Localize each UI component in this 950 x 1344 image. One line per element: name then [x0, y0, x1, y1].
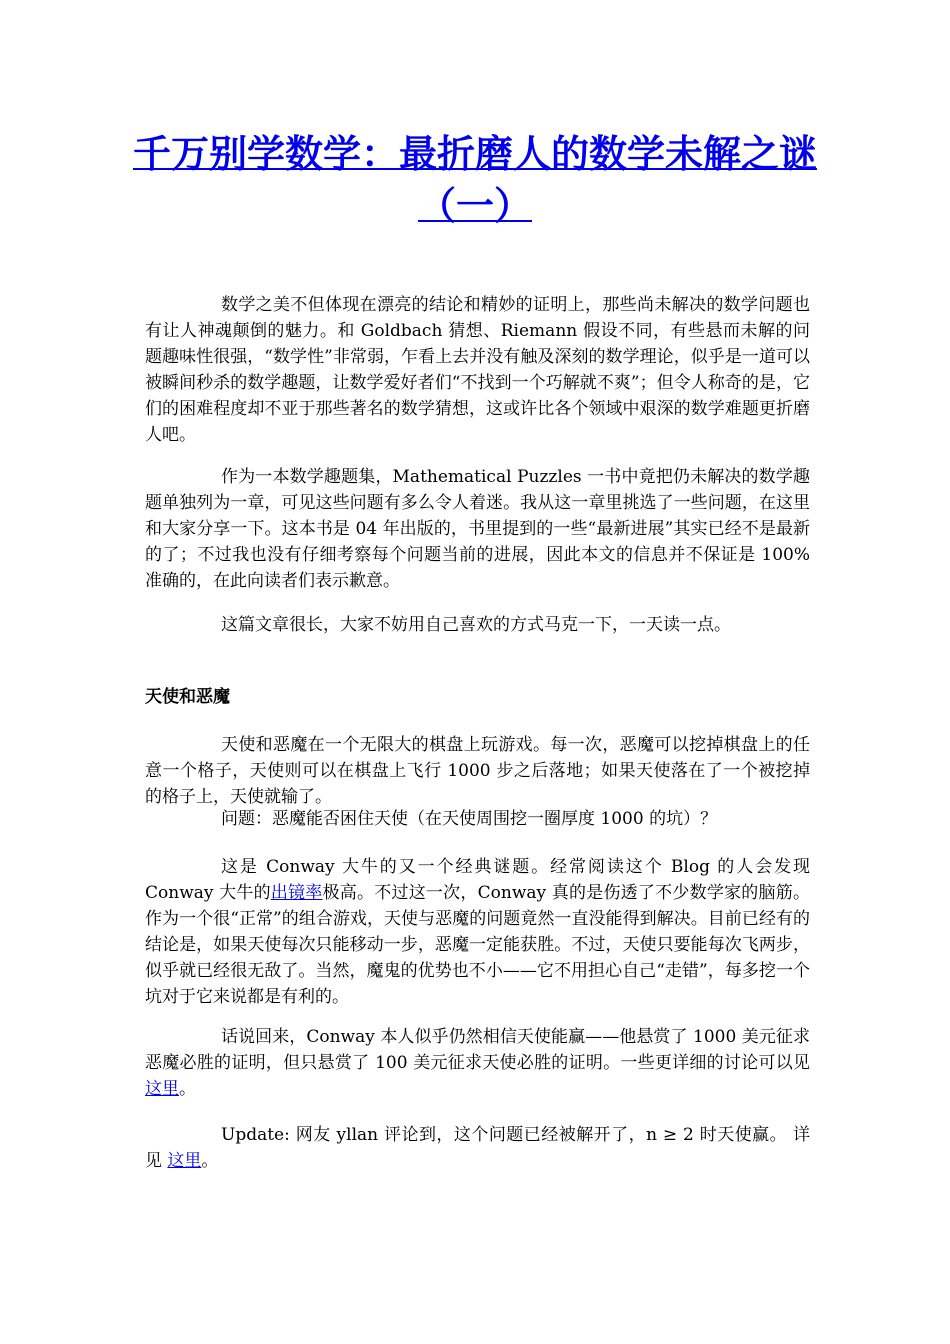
appearance-rate-link[interactable]: 出镜率	[270, 883, 323, 903]
section1-update	[145, 1122, 810, 1174]
update-link[interactable]: 这里	[167, 1151, 202, 1171]
section1-question: 问题：恶魔能否困住天使（在天使周围挖一圈厚度 1000 的坑）？	[221, 809, 718, 829]
text-segment: 极高。不过这一次，Conway 真的是伤透了不少数学家的脑筋。作为一个很“正常”的组合游戏，天使与恶魔的问题竟然一直没能得到解决。目前已经有的结论是，如果天使每次只能移动一步，恶魔一定能获胜。不过，天使只要能每次飞两步，似乎就已经很无敌了。当然，魔鬼的优势也不小——它不用担心自己“走错”，每多挖一个坑对于它来说都是有利的。	[145, 883, 811, 1007]
text-segment: 。	[201, 1151, 219, 1171]
article-title	[130, 128, 820, 232]
section1-paragraph-3	[145, 854, 810, 1010]
details-link[interactable]: 这里	[145, 1079, 179, 1099]
section-heading-angel-devil: 天使和恶魔	[145, 687, 230, 707]
article-title-link[interactable]: 千万别学数学：最折磨人的数学未解之谜（一）	[132, 131, 817, 228]
section1-paragraph-4	[145, 1024, 810, 1102]
intro-paragraph-2: 作为一本数学趣题集，Mathematical Puzzles 一书中竟把仍未解决的数学趣题单独列为一章，可见这些问题有多么令人着迷。我从这一章里挑选了一些问题，在这里和大家分享一下。这本书是 04 年出版的，书里提到的一些“最新进展”其实已经不是最新的了；不过我也没有仔细考察每个问题当前的进展，因此本文的信息并不保证是 100% 准确的，在此向读者们表示歉意。	[145, 467, 810, 591]
text-segment: 。	[179, 1079, 196, 1099]
text-segment: 这是 Conway 大牛的又一个经典谜题。经常阅读这个 Blog 的人会发现 Conway 大牛的	[145, 857, 810, 903]
section1-paragraph-1: 天使和恶魔在一个无限大的棋盘上玩游戏。每一次，恶魔可以挖掉棋盘上的任意一个格子，天使则可以在棋盘上飞行 1000 步之后落地；如果天使落在了一个被挖掉的格子上，天使就输了。	[145, 735, 810, 807]
text-segment: 话说回来，Conway 本人似乎仍然相信天使能赢——他悬赏了 1000 美元征求恶魔必胜的证明，但只悬赏了 100 美元征求天使必胜的证明。一些更详细的讨论可以见	[145, 1027, 810, 1073]
intro-paragraph-3: 这篇文章很长，大家不妨用自己喜欢的方式马克一下，一天读一点。	[221, 615, 731, 635]
intro-paragraph-1: 数学之美不但体现在漂亮的结论和精妙的证明上，那些尚未解决的数学问题也有让人神魂颠倒的魅力。和 Goldbach 猜想、Riemann 假设不同，有些悬而未解的问题趣味性很强，“数学性”非常弱，乍看上去并没有触及深刻的数学理论，似乎是一道可以被瞬间秒杀的数学趣题，让数学爱好者们“不找到一个巧解就不爽”；但令人称奇的是，它们的困难程度却不亚于那些著名的数学猜想，这或许比各个领域中艰深的数学难题更折磨人吧。	[145, 295, 810, 445]
text-segment: Update: 网友 yllan 评论到，这个问题已经被解开了，n ≥ 2 时天使赢。 详见	[145, 1125, 810, 1171]
